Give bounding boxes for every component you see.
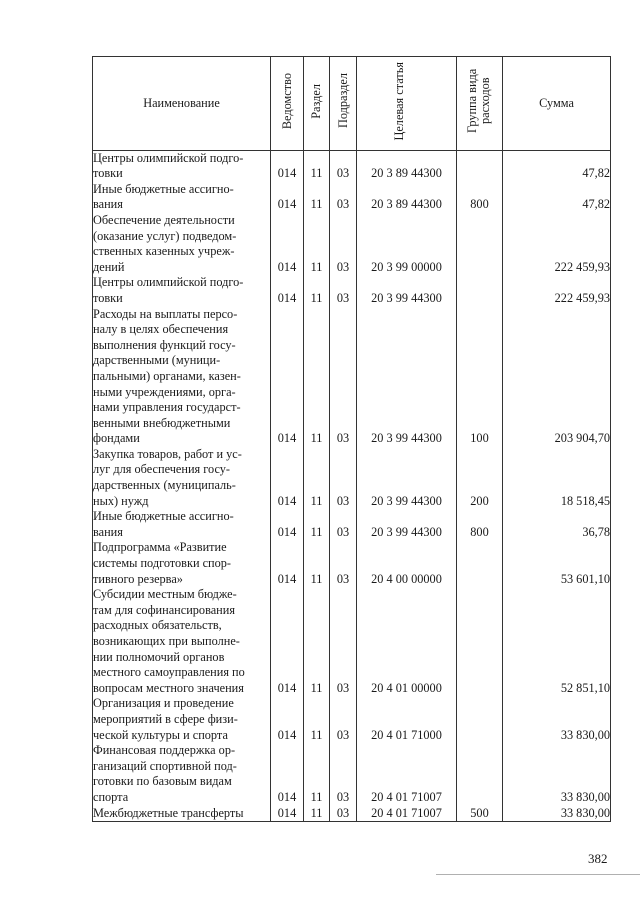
cell-target: 20 3 89 44300: [357, 150, 457, 182]
cell-subsection: 03: [330, 307, 357, 447]
cell-subsection: 03: [330, 275, 357, 306]
cell-name: Центры олимпийской подго- товки: [93, 150, 271, 182]
cell-section: 11: [304, 806, 330, 822]
cell-target: 20 4 01 71000: [357, 696, 457, 743]
cell-target: 20 4 01 71007: [357, 806, 457, 822]
cell-sum: 47,82: [503, 150, 611, 182]
cell-section: 11: [304, 696, 330, 743]
header-subsection-label: Подраздел: [335, 73, 350, 129]
table-row: [93, 307, 611, 447]
table-row: [93, 587, 611, 696]
table-row: [93, 696, 611, 743]
cell-section: 11: [304, 275, 330, 306]
cell-dept: 014: [271, 509, 304, 540]
cell-section: 11: [304, 587, 330, 696]
table-row: [93, 743, 611, 805]
cell-name: Организация и проведение мероприятий в сфере физи- ческой культуры и спорта: [93, 696, 271, 743]
cell-name: Иные бюджетные ассигно- вания: [93, 182, 271, 213]
page-number: 382: [588, 851, 608, 866]
header-row: [93, 57, 611, 151]
cell-name: Центры олимпийской подго- товки: [93, 275, 271, 306]
header-expense-group: [457, 57, 503, 151]
cell-dept: 014: [271, 587, 304, 696]
cell-target: 20 4 01 71007: [357, 743, 457, 805]
cell-target: 20 3 99 44300: [357, 509, 457, 540]
cell-sum: 222 459,93: [503, 275, 611, 306]
footer-divider: [436, 874, 640, 875]
cell-subsection: 03: [330, 150, 357, 182]
header-dept-label: Ведомство: [279, 72, 294, 130]
cell-dept: 014: [271, 150, 304, 182]
cell-expense-group: [457, 213, 503, 275]
table-row: [93, 275, 611, 306]
cell-dept: 014: [271, 806, 304, 822]
cell-target: 20 3 99 44300: [357, 275, 457, 306]
cell-name: Субсидии местным бюдже- там для софинансирования расходных обязательств, возникающих при выполне- нии полномочий органов местного самоуправления по вопросам местного значения: [93, 587, 271, 696]
header-name: [93, 57, 271, 151]
header-dept: [271, 57, 304, 151]
cell-expense-group: [457, 150, 503, 182]
cell-name: Расходы на выплаты персо- налу в целях обеспечения выполнения функций госу- дарственными (муници- пальными) органами, казен- ными учреждениями, орга- нами управления государст- венными внебюджетными фондами: [93, 307, 271, 447]
cell-section: 11: [304, 540, 330, 587]
cell-name: Иные бюджетные ассигно- вания: [93, 509, 271, 540]
cell-dept: 014: [271, 182, 304, 213]
cell-subsection: 03: [330, 182, 357, 213]
cell-target: 20 3 99 00000: [357, 213, 457, 275]
cell-sum: 36,78: [503, 509, 611, 540]
cell-target: 20 4 00 00000: [357, 540, 457, 587]
table-row: [93, 540, 611, 587]
cell-section: 11: [304, 150, 330, 182]
cell-target: 20 3 99 44300: [357, 307, 457, 447]
cell-sum: 203 904,70: [503, 307, 611, 447]
header-target-label: Целевая статья: [391, 61, 406, 141]
cell-dept: 014: [271, 447, 304, 509]
cell-dept: 014: [271, 213, 304, 275]
cell-expense-group: 200: [457, 447, 503, 509]
header-section: [304, 57, 330, 151]
header-subsection: [330, 57, 357, 151]
table-row: [93, 182, 611, 213]
table-row: [93, 509, 611, 540]
cell-expense-group: [457, 743, 503, 805]
cell-dept: 014: [271, 307, 304, 447]
cell-section: 11: [304, 307, 330, 447]
cell-dept: 014: [271, 540, 304, 587]
budget-table: [92, 56, 611, 822]
cell-dept: 014: [271, 275, 304, 306]
header-target: [357, 57, 457, 151]
cell-name: Межбюджетные трансферты: [93, 806, 271, 822]
table-row: [93, 447, 611, 509]
cell-sum: 53 601,10: [503, 540, 611, 587]
cell-name: Подпрограмма «Развитие системы подготовки спор- тивного резерва»: [93, 540, 271, 587]
cell-sum: 18 518,45: [503, 447, 611, 509]
cell-sum: 33 830,00: [503, 696, 611, 743]
header-expense-group-label: Группа вида расходов: [464, 68, 492, 134]
cell-section: 11: [304, 213, 330, 275]
cell-expense-group: 800: [457, 182, 503, 213]
cell-name: Финансовая поддержка ор- ганизаций спортивной под- готовки по базовым видам спорта: [93, 743, 271, 805]
cell-target: 20 4 01 00000: [357, 587, 457, 696]
cell-sum: 52 851,10: [503, 587, 611, 696]
cell-subsection: 03: [330, 540, 357, 587]
cell-expense-group: [457, 696, 503, 743]
cell-sum: 47,82: [503, 182, 611, 213]
cell-name: Обеспечение деятельности (оказание услуг) подведом- ственных казенных учреж- дений: [93, 213, 271, 275]
cell-subsection: 03: [330, 447, 357, 509]
cell-section: 11: [304, 182, 330, 213]
cell-target: 20 3 99 44300: [357, 447, 457, 509]
table-row: [93, 213, 611, 275]
cell-section: 11: [304, 509, 330, 540]
cell-subsection: 03: [330, 806, 357, 822]
cell-sum: 33 830,00: [503, 743, 611, 805]
cell-subsection: 03: [330, 743, 357, 805]
cell-expense-group: 100: [457, 307, 503, 447]
table-row: [93, 150, 611, 182]
cell-expense-group: 500: [457, 806, 503, 822]
cell-expense-group: [457, 275, 503, 306]
cell-sum: 222 459,93: [503, 213, 611, 275]
cell-subsection: 03: [330, 587, 357, 696]
cell-dept: 014: [271, 743, 304, 805]
cell-name: Закупка товаров, работ и ус- луг для обеспечения госу- дарственных (муниципаль- ных) нужд: [93, 447, 271, 509]
table-row: [93, 806, 611, 822]
cell-subsection: 03: [330, 696, 357, 743]
cell-subsection: 03: [330, 213, 357, 275]
header-name-label: Наименование: [143, 95, 220, 110]
cell-expense-group: 800: [457, 509, 503, 540]
cell-expense-group: [457, 540, 503, 587]
cell-section: 11: [304, 447, 330, 509]
cell-dept: 014: [271, 696, 304, 743]
table-body: [93, 150, 611, 822]
cell-expense-group: [457, 587, 503, 696]
cell-section: 11: [304, 743, 330, 805]
header-sum: [503, 57, 611, 151]
cell-target: 20 3 89 44300: [357, 182, 457, 213]
cell-sum: 33 830,00: [503, 806, 611, 822]
cell-subsection: 03: [330, 509, 357, 540]
header-sum-label: Сумма: [539, 95, 574, 110]
header-section-label: Раздел: [309, 83, 323, 119]
